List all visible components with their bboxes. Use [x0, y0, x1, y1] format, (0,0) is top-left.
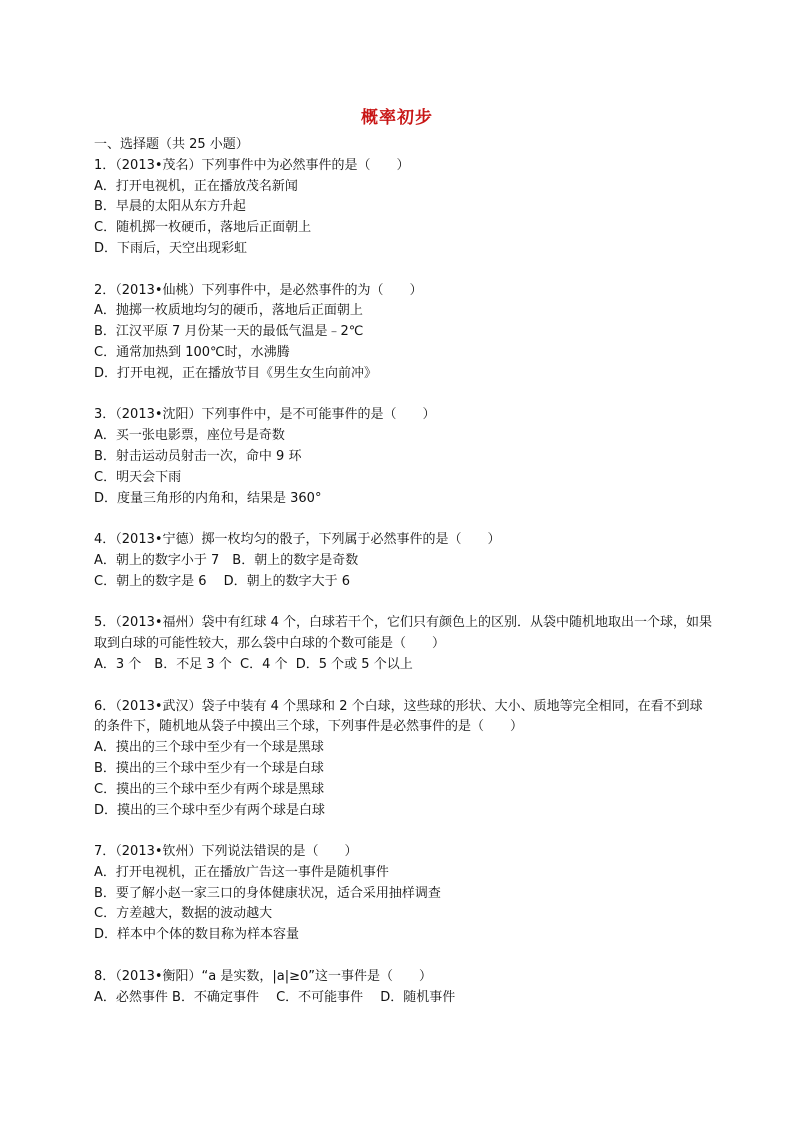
- option-b: B．射击运动员射击一次，命中 9 环: [94, 448, 302, 464]
- option-row: C．朝上的数字是 6 D．朝上的数字大于 6: [94, 573, 351, 589]
- option-row: A．朝上的数字小于 7 B．朝上的数字是奇数: [94, 552, 359, 568]
- option-a: A．打开电视机，正在播放广告这一事件是随机事件: [94, 864, 389, 880]
- question-stem: 1．（2013•茂名）下列事件中为必然事件的是（ ）: [94, 157, 410, 173]
- question-4: [94, 530, 714, 592]
- question-stem: 6．（2013•武汉）袋子中装有 4 个黑球和 2 个白球，这些球的形状、大小、质地等完全相同，在看不到球的条件下，随机地从袋子中摸出三个球，下列事件是必然事件的是（ ）: [94, 698, 703, 735]
- option-a: A．摸出的三个球中至少有一个球是黑球: [94, 740, 324, 756]
- question-3: [94, 405, 714, 509]
- document-title: 概率初步: [361, 108, 433, 128]
- question-8: [94, 967, 714, 1009]
- option-c: C．明天会下雨: [94, 469, 182, 485]
- question-7: [94, 842, 714, 946]
- option-a: A．打开电视机，正在播放茂名新闻: [94, 178, 298, 194]
- option-d: D．样本中个体的数目称为样本容量: [94, 927, 300, 943]
- option-c: C．方差越大，数据的波动越大: [94, 906, 273, 922]
- question-2: [94, 281, 714, 385]
- option-d: D．打开电视，正在播放节目《男生女生向前冲》: [94, 365, 378, 381]
- option-b: B．要了解小赵一家三口的身体健康状况，适合采用抽样调查: [94, 885, 441, 901]
- question-stem: 7．（2013•钦州）下列说法错误的是（ ）: [94, 844, 358, 860]
- option-d: D．度量三角形的内角和，结果是 360°: [94, 490, 322, 506]
- question-stem: 3．（2013•沈阳）下列事件中，是不可能事件的是（ ）: [94, 407, 436, 423]
- option-c: C．随机掷一枚硬币，落地后正面朝上: [94, 220, 312, 236]
- question-stem: 2．（2013•仙桃）下列事件中，是必然事件的为（ ）: [94, 282, 423, 298]
- option-a: A．买一张电影票，座位号是奇数: [94, 428, 285, 444]
- option-b: B．江汉平原 7 月份某一天的最低气温是﹣2℃: [94, 324, 364, 340]
- option-a: A．抛掷一枚质地均匀的硬币，落地后正面朝上: [94, 303, 363, 319]
- question-stem: 5．（2013•福州）袋中有红球 4 个，白球若干个，它们只有颜色上的区别．从袋中随机地取出一个球，如果取到白球的可能性较大，那么袋中白球的个数可能是（ ）: [94, 615, 713, 652]
- section-heading: 一、选择题（共 25 小题）: [94, 137, 249, 152]
- option-row: A．必然事件 B．不确定事件 C．不可能事件 D．随机事件: [94, 989, 456, 1005]
- option-c: C．通常加热到 100℃时，水沸腾: [94, 344, 290, 360]
- option-c: C．摸出的三个球中至少有两个球是黑球: [94, 781, 325, 797]
- question-list: [94, 135, 714, 1008]
- option-d: D．摸出的三个球中至少有两个球是白球: [94, 802, 326, 818]
- question-5: [94, 613, 714, 675]
- question-1: [94, 156, 714, 260]
- option-b: B．摸出的三个球中至少有一个球是白球: [94, 760, 324, 776]
- question-stem: 4．（2013•宁德）掷一枚均匀的骰子，下列属于必然事件的是（ ）: [94, 532, 501, 548]
- question-6: [94, 697, 714, 822]
- option-b: B．早晨的太阳从东方升起: [94, 199, 246, 215]
- question-stem: 8．（2013•衡阳）“a 是实数，|a|≥0”这一事件是（ ）: [94, 968, 432, 984]
- option-row: A．3 个 B．不足 3 个 C．4 个 D．5 个或 5 个以上: [94, 656, 413, 672]
- option-d: D．下雨后，天空出现彩虹: [94, 240, 248, 256]
